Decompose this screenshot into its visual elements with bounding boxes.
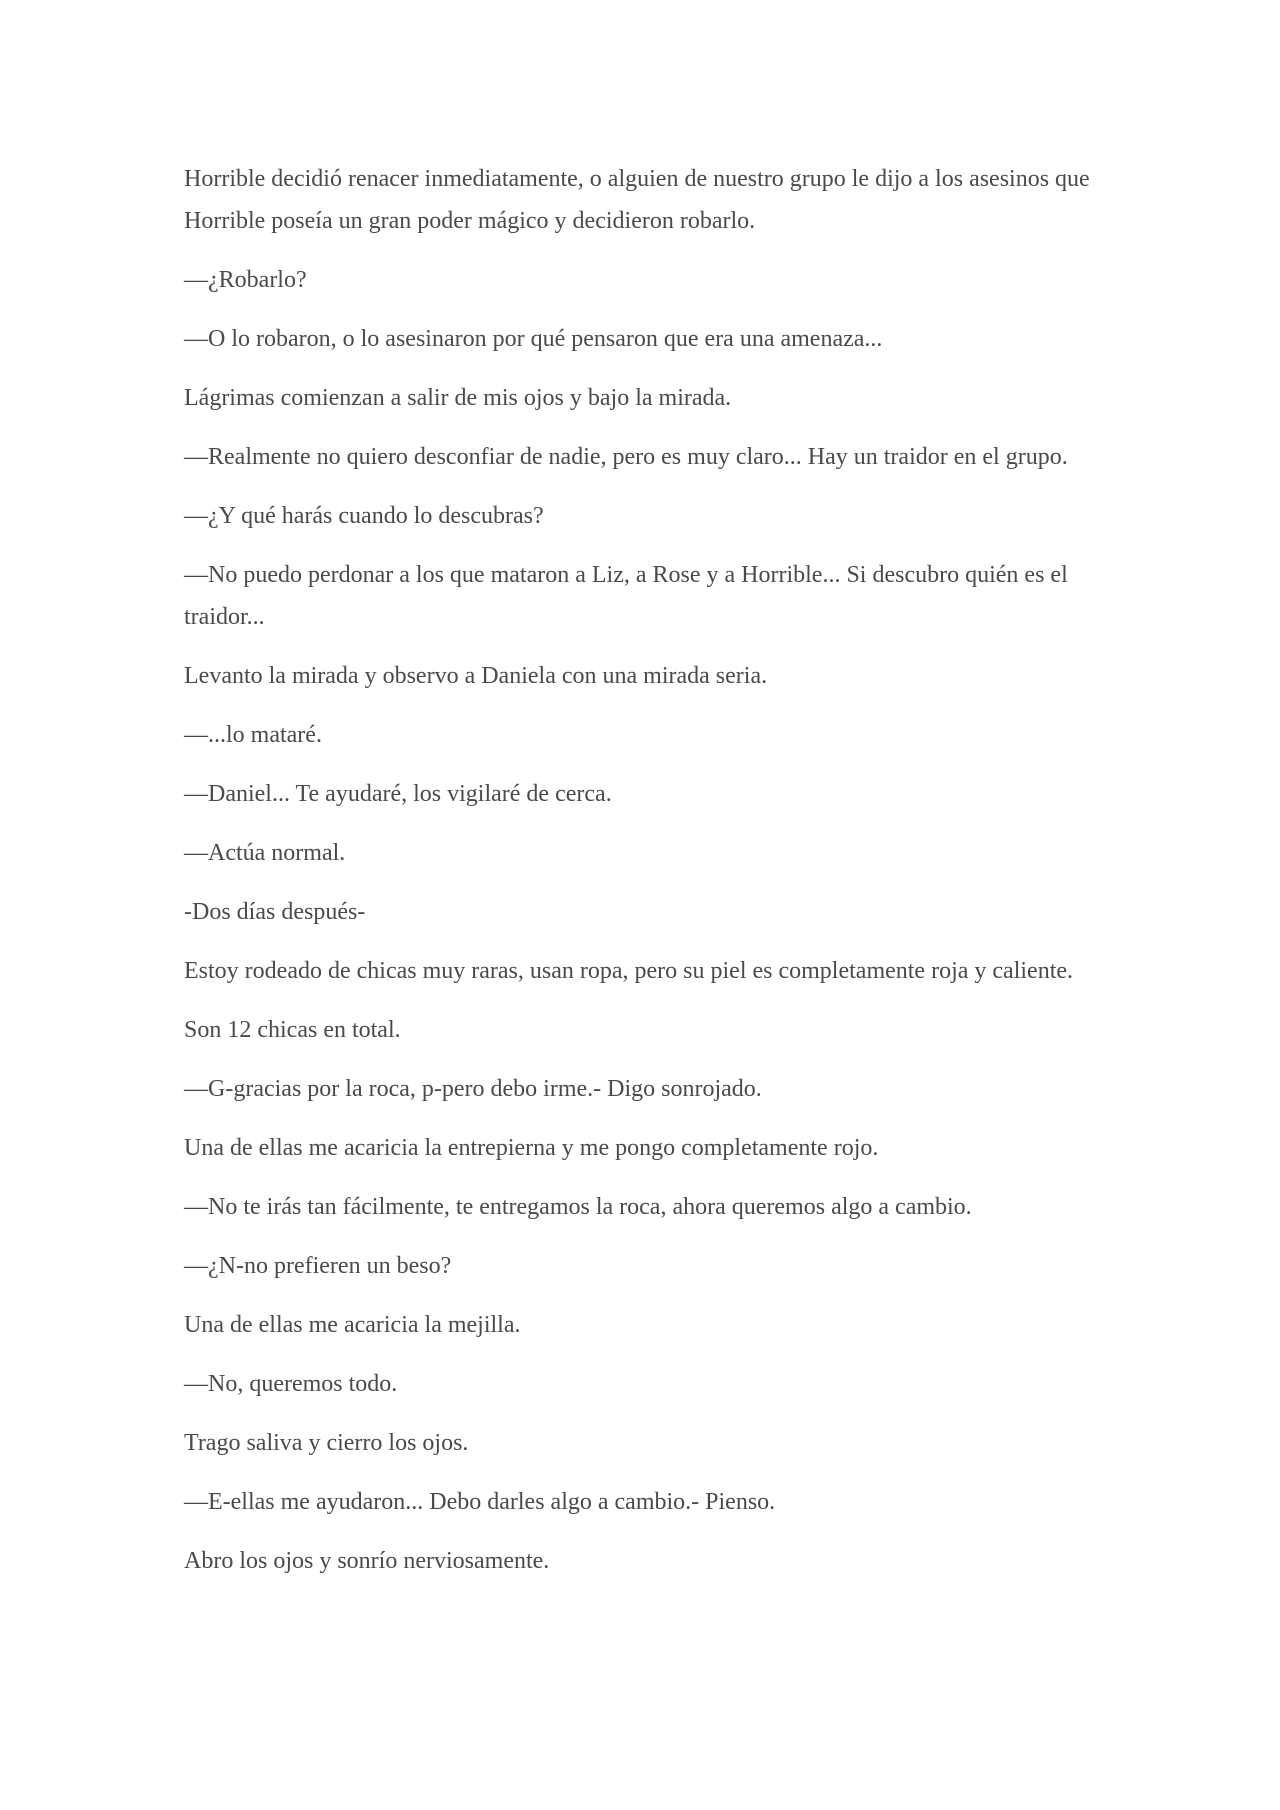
paragraph: —No puedo perdonar a los que mataron a Liz, a Rose y a Horrible... Si descubro quién es el traidor... xyxy=(184,562,1068,630)
paragraph: —...lo mataré. xyxy=(184,722,322,748)
paragraph: —¿Robarlo? xyxy=(184,267,307,293)
paragraph: —No te irás tan fácilmente, te entregamos la roca, ahora queremos algo a cambio. xyxy=(184,1194,972,1220)
paragraph: Estoy rodeado de chicas muy raras, usan ropa, pero su piel es completamente roja y caliente. xyxy=(184,958,1074,984)
paragraph: Lágrimas comienzan a salir de mis ojos y bajo la mirada. xyxy=(184,385,732,411)
paragraph: —O lo robaron, o lo asesinaron por qué pensaron que era una amenaza... xyxy=(184,326,883,352)
paragraph: Horrible decidió renacer inmediatamente, o alguien de nuestro grupo le dijo a los asesinos que Horrible poseía un gran poder mágico y decidieron robarlo. xyxy=(184,166,1090,234)
paragraph: Abro los ojos y sonrío nerviosamente. xyxy=(184,1548,550,1574)
paragraph: Una de ellas me acaricia la entrepierna y me pongo completamente rojo. xyxy=(184,1135,879,1161)
paragraph: —Actúa normal. xyxy=(184,840,346,866)
paragraph: Levanto la mirada y observo a Daniela con una mirada seria. xyxy=(184,663,768,689)
paragraph: Trago saliva y cierro los ojos. xyxy=(184,1430,469,1456)
paragraph: —No, queremos todo. xyxy=(184,1371,398,1397)
document-page xyxy=(184,158,1100,1599)
paragraph: Son 12 chicas en total. xyxy=(184,1017,401,1043)
paragraph: —G-gracias por la roca, p-pero debo irme.- Digo sonrojado. xyxy=(184,1076,762,1102)
paragraph: —Realmente no quiero desconfiar de nadie, pero es muy claro... Hay un traidor en el grupo. xyxy=(184,444,1068,470)
paragraph: —Daniel... Te ayudaré, los vigilaré de cerca. xyxy=(184,781,612,807)
paragraph: —E-ellas me ayudaron... Debo darles algo a cambio.- Pienso. xyxy=(184,1489,776,1515)
section-break: -Dos días después- xyxy=(184,899,366,925)
paragraph: Una de ellas me acaricia la mejilla. xyxy=(184,1312,521,1338)
paragraph: —¿Y qué harás cuando lo descubras? xyxy=(184,503,544,529)
paragraph: —¿N-no prefieren un beso? xyxy=(184,1253,452,1279)
